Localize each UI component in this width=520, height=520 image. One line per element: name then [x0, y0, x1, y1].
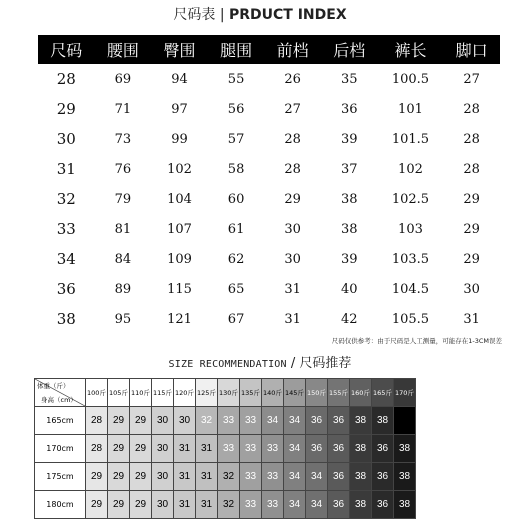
measurement-cell: 103	[398, 221, 423, 237]
weight-header-cell: 120斤	[174, 379, 196, 407]
measurement-cell: 97	[171, 101, 188, 117]
recommended-size-cell: 33	[262, 463, 284, 491]
weight-header-cell: 150斤	[306, 379, 328, 407]
weight-header-cell: 125斤	[196, 379, 218, 407]
recommended-size-cell: 33	[262, 491, 284, 519]
measurement-cell: 38	[340, 221, 358, 237]
weight-header-cell: 115斤	[152, 379, 174, 407]
measurement-cell: 104	[167, 191, 192, 207]
recommended-size-cell: 38	[350, 435, 372, 463]
recommended-size-cell: 31	[174, 435, 196, 463]
recommended-size-cell: 36	[372, 491, 394, 519]
size-label-cell: 31	[56, 160, 76, 178]
measurement-cell: 60	[227, 191, 245, 207]
table-row	[38, 304, 500, 334]
recommended-size-cell: 38	[394, 491, 416, 519]
height-label-cell: 175cm	[35, 463, 86, 491]
recommended-size-cell: 33	[240, 463, 262, 491]
size-col-header: 臀围	[151, 35, 208, 64]
measurement-cell: 30	[284, 221, 301, 237]
height-label-cell: 170cm	[35, 435, 86, 463]
recommended-size-cell: 36	[328, 463, 350, 491]
measurement-cell: 27	[284, 101, 301, 117]
measurement-cell: 81	[114, 221, 132, 237]
measurement-cell: 58	[227, 161, 245, 177]
measurement-cell: 55	[227, 71, 245, 87]
table-row	[38, 94, 500, 124]
recommended-size-cell: 31	[196, 491, 218, 519]
weight-header-cell: 135斤	[240, 379, 262, 407]
measurement-cell: 69	[114, 71, 132, 87]
weight-header-cell: 170斤	[394, 379, 416, 407]
recommended-size-cell: 30	[152, 491, 174, 519]
weight-header-cell: 140斤	[262, 379, 284, 407]
rec-table-body	[35, 379, 416, 519]
recommended-size-cell: 32	[218, 491, 240, 519]
recommended-size-cell: 36	[372, 463, 394, 491]
recommended-size-cell: 30	[152, 435, 174, 463]
size-recommendation-title	[0, 352, 520, 371]
measurement-cell: 56	[227, 101, 245, 117]
weight-header-cell: 100斤	[86, 379, 108, 407]
measurement-cell: 109	[167, 251, 192, 267]
table-row	[38, 124, 500, 154]
recommended-size-cell: 38	[394, 435, 416, 463]
measurement-cell: 99	[171, 131, 188, 147]
measurement-cell: 71	[114, 101, 132, 117]
table-row	[35, 463, 416, 491]
recommended-size-cell: 38	[350, 463, 372, 491]
size-col-header: 后档	[321, 35, 378, 64]
measurement-cell: 29	[463, 221, 480, 237]
table-row	[38, 274, 500, 304]
rec-title-en: SIZE RECOMMENDATION	[168, 359, 287, 370]
measurement-cell: 61	[227, 221, 245, 237]
measurement-cell: 102	[398, 161, 423, 177]
size-label-cell: 28	[56, 70, 76, 88]
height-label-cell: 165cm	[35, 407, 86, 435]
measurement-cell: 35	[340, 71, 358, 87]
recommended-size-cell: 38	[394, 463, 416, 491]
recommended-size-cell: 31	[196, 463, 218, 491]
measurement-cell: 27	[463, 71, 480, 87]
recommended-size-cell: 34	[262, 407, 284, 435]
recommended-size-cell: 34	[284, 407, 306, 435]
size-col-header: 尺码	[38, 35, 95, 64]
size-col-header: 腿围	[208, 35, 265, 64]
measurement-cell: 79	[114, 191, 132, 207]
weight-header-cell: 110斤	[130, 379, 152, 407]
measurement-cell: 37	[340, 161, 358, 177]
measurement-cell: 28	[463, 161, 480, 177]
recommended-size-cell: 38	[350, 407, 372, 435]
measurement-note: 尺码仅供参考：由于尺码是人工测量，可能存在1-3CM误差	[331, 337, 502, 345]
size-col-header: 脚口	[443, 35, 500, 64]
measurement-cell: 42	[340, 311, 358, 327]
recommended-size-cell: 30	[152, 407, 174, 435]
recommended-size-cell: 31	[174, 491, 196, 519]
measurement-cell: 101.5	[391, 131, 430, 147]
recommended-size-cell: 29	[86, 491, 108, 519]
measurement-cell: 121	[167, 311, 192, 327]
weight-header-cell: 130斤	[218, 379, 240, 407]
recommended-size-cell: 34	[306, 491, 328, 519]
table-row	[38, 214, 500, 244]
size-chart-table	[38, 35, 500, 334]
recommended-size-cell: 34	[306, 463, 328, 491]
recommended-size-cell: 31	[174, 463, 196, 491]
recommended-size-cell: 36	[306, 407, 328, 435]
recommended-size-cell: 33	[218, 435, 240, 463]
recommended-size-cell: 33	[240, 491, 262, 519]
table-row	[38, 184, 500, 214]
measurement-cell: 94	[171, 71, 188, 87]
recommended-size-cell: 36	[306, 435, 328, 463]
measurement-cell: 36	[340, 101, 358, 117]
measurement-cell: 38	[340, 191, 358, 207]
weight-header-cell: 165斤	[372, 379, 394, 407]
measurement-cell: 89	[114, 281, 132, 297]
table-row	[35, 407, 416, 435]
measurement-cell: 84	[114, 251, 132, 267]
size-label-cell: 30	[56, 130, 76, 148]
recommended-size-cell: 29	[130, 491, 152, 519]
table-row	[35, 435, 416, 463]
size-label-cell: 29	[56, 100, 76, 118]
measurement-cell: 31	[284, 311, 301, 327]
recommended-size-cell: 29	[130, 435, 152, 463]
measurement-cell: 30	[463, 281, 480, 297]
measurement-cell: 29	[463, 191, 480, 207]
recommended-size-cell: 36	[328, 435, 350, 463]
recommended-size-cell: 33	[240, 435, 262, 463]
recommended-size-cell: 30	[174, 407, 196, 435]
measurement-cell: 31	[284, 281, 301, 297]
table-row	[38, 244, 500, 274]
size-label-cell: 38	[56, 310, 76, 328]
measurement-cell: 105.5	[391, 311, 430, 327]
recommended-size-cell: 28	[86, 407, 108, 435]
product-index-title	[0, 4, 520, 26]
title-cn: 尺码表	[173, 7, 216, 23]
recommended-size-cell: 38	[372, 407, 394, 435]
size-label-cell: 33	[56, 220, 76, 238]
size-recommendation-table	[34, 378, 416, 519]
recommended-size-cell: 32	[218, 463, 240, 491]
recommended-size-cell: 33	[218, 407, 240, 435]
size-label-cell: 34	[56, 250, 76, 268]
size-col-header: 前档	[264, 35, 321, 64]
recommended-size-cell: 29	[108, 435, 130, 463]
measurement-cell: 28	[463, 101, 480, 117]
size-col-header: 裤长	[378, 35, 444, 64]
rec-title-cn: 尺码推荐	[299, 356, 352, 371]
measurement-cell: 103.5	[391, 251, 430, 267]
recommended-size-cell: 30	[152, 463, 174, 491]
recommended-size-cell: 32	[196, 407, 218, 435]
recommended-size-cell: 36	[372, 435, 394, 463]
recommended-size-cell: 38	[350, 491, 372, 519]
height-label-cell: 180cm	[35, 491, 86, 519]
corner-weight-label: 体重（斤）	[37, 382, 70, 390]
measurement-cell: 28	[284, 131, 301, 147]
measurement-cell: 62	[227, 251, 245, 267]
rec-title-separator: /	[290, 356, 296, 371]
weight-header-cell: 105斤	[108, 379, 130, 407]
recommended-size-cell: 29	[86, 463, 108, 491]
recommended-size-cell	[394, 407, 416, 435]
weight-header-cell: 160斤	[350, 379, 372, 407]
size-label-cell: 32	[56, 190, 76, 208]
rec-header-row	[35, 379, 416, 407]
title-separator: |	[219, 7, 225, 23]
measurement-cell: 28	[284, 161, 301, 177]
measurement-cell: 29	[284, 191, 301, 207]
measurement-cell: 39	[340, 131, 358, 147]
measurement-cell: 40	[340, 281, 358, 297]
recommended-size-cell: 33	[262, 435, 284, 463]
recommended-size-cell: 29	[108, 491, 130, 519]
recommended-size-cell: 29	[108, 463, 130, 491]
measurement-cell: 57	[227, 131, 245, 147]
measurement-cell: 100.5	[391, 71, 430, 87]
measurement-cell: 26	[284, 71, 301, 87]
recommended-size-cell: 36	[328, 407, 350, 435]
recommended-size-cell: 34	[284, 435, 306, 463]
measurement-cell: 28	[463, 131, 480, 147]
measurement-cell: 39	[340, 251, 358, 267]
measurement-cell: 102	[167, 161, 192, 177]
measurement-cell: 29	[463, 251, 480, 267]
recommended-size-cell: 34	[284, 463, 306, 491]
measurement-cell: 104.5	[391, 281, 430, 297]
measurement-cell: 67	[227, 311, 245, 327]
weight-header-cell: 155斤	[328, 379, 350, 407]
measurement-cell: 115	[167, 281, 192, 297]
recommended-size-cell: 34	[284, 491, 306, 519]
size-table-body	[38, 64, 500, 334]
rec-corner-cell	[35, 379, 86, 407]
measurement-cell: 76	[114, 161, 132, 177]
title-en: PRDUCT INDEX	[228, 7, 347, 23]
table-row	[35, 491, 416, 519]
size-table-header	[38, 35, 500, 64]
recommended-size-cell: 29	[108, 407, 130, 435]
table-row	[38, 64, 500, 94]
recommended-size-cell: 31	[196, 435, 218, 463]
recommended-size-cell: 29	[130, 407, 152, 435]
measurement-cell: 31	[463, 311, 480, 327]
measurement-cell: 30	[284, 251, 301, 267]
recommended-size-cell: 28	[86, 435, 108, 463]
size-label-cell: 36	[56, 280, 76, 298]
recommended-size-cell: 33	[240, 407, 262, 435]
table-row	[38, 154, 500, 184]
corner-height-label: 身高（cm）	[41, 396, 77, 404]
size-col-header: 腰围	[95, 35, 152, 64]
measurement-cell: 102.5	[391, 191, 430, 207]
weight-header-cell: 145斤	[284, 379, 306, 407]
measurement-cell: 73	[114, 131, 132, 147]
measurement-cell: 101	[398, 101, 423, 117]
measurement-cell: 65	[227, 281, 245, 297]
measurement-cell: 95	[114, 311, 132, 327]
recommended-size-cell: 36	[328, 491, 350, 519]
measurement-cell: 107	[167, 221, 192, 237]
recommended-size-cell: 29	[130, 463, 152, 491]
